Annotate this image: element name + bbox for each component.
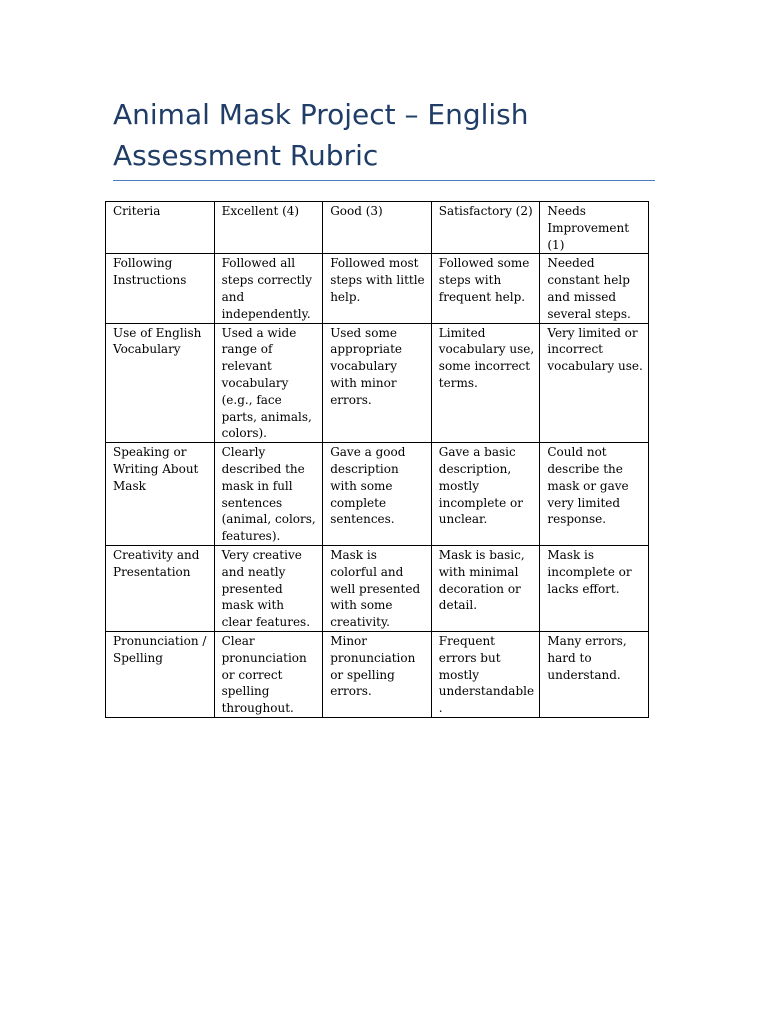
header-cell-needs-improvement: Needs Improvement (1) bbox=[540, 202, 649, 254]
header-cell-satisfactory: Satisfactory (2) bbox=[431, 202, 540, 254]
title-underline bbox=[113, 180, 655, 181]
good-cell: Gave a good description with some complete sentences. bbox=[323, 443, 432, 546]
needs-improvement-cell: Needed constant help and missed several steps. bbox=[540, 254, 649, 323]
table-row bbox=[106, 323, 649, 443]
header-cell-criteria: Criteria bbox=[106, 202, 215, 254]
needs-improvement-cell: Mask is incomplete or lacks effort. bbox=[540, 545, 649, 631]
good-cell: Followed most steps with little help. bbox=[323, 254, 432, 323]
excellent-cell: Clear pronunciation or correct spelling throughout. bbox=[214, 631, 323, 717]
header-cell-good: Good (3) bbox=[323, 202, 432, 254]
needs-improvement-cell: Could not describe the mask or gave very limited response. bbox=[540, 443, 649, 546]
criteria-cell: Speaking or Writing About Mask bbox=[106, 443, 215, 546]
satisfactory-cell: Frequent errors but mostly understandable. bbox=[431, 631, 540, 717]
satisfactory-cell: Mask is basic, with minimal decoration or detail. bbox=[431, 545, 540, 631]
criteria-cell: Following Instructions bbox=[106, 254, 215, 323]
good-cell: Mask is colorful and well presented with some creativity. bbox=[323, 545, 432, 631]
criteria-cell: Creativity and Presentation bbox=[106, 545, 215, 631]
rubric-table bbox=[105, 201, 649, 718]
satisfactory-cell: Gave a basic description, mostly incomplete or unclear. bbox=[431, 443, 540, 546]
needs-improvement-cell: Very limited or incorrect vocabulary use. bbox=[540, 323, 649, 443]
needs-improvement-cell: Many errors, hard to understand. bbox=[540, 631, 649, 717]
criteria-cell: Use of English Vocabulary bbox=[106, 323, 215, 443]
good-cell: Minor pronunciation or spelling errors. bbox=[323, 631, 432, 717]
satisfactory-cell: Limited vocabulary use, some incorrect terms. bbox=[431, 323, 540, 443]
excellent-cell: Very creative and neatly presented mask with clear features. bbox=[214, 545, 323, 631]
table-header-row bbox=[106, 202, 649, 254]
table-row bbox=[106, 443, 649, 546]
excellent-cell: Used a wide range of relevant vocabulary (e.g., face parts, animals, colors). bbox=[214, 323, 323, 443]
table-row bbox=[106, 631, 649, 717]
satisfactory-cell: Followed some steps with frequent help. bbox=[431, 254, 540, 323]
table-row bbox=[106, 545, 649, 631]
criteria-cell: Pronunciation / Spelling bbox=[106, 631, 215, 717]
good-cell: Used some appropriate vocabulary with minor errors. bbox=[323, 323, 432, 443]
document-title: Animal Mask Project – English Assessment Rubric bbox=[113, 98, 529, 172]
header-cell-excellent: Excellent (4) bbox=[214, 202, 323, 254]
table-row bbox=[106, 254, 649, 323]
excellent-cell: Clearly described the mask in full sentences (animal, colors, features). bbox=[214, 443, 323, 546]
excellent-cell: Followed all steps correctly and independently. bbox=[214, 254, 323, 323]
